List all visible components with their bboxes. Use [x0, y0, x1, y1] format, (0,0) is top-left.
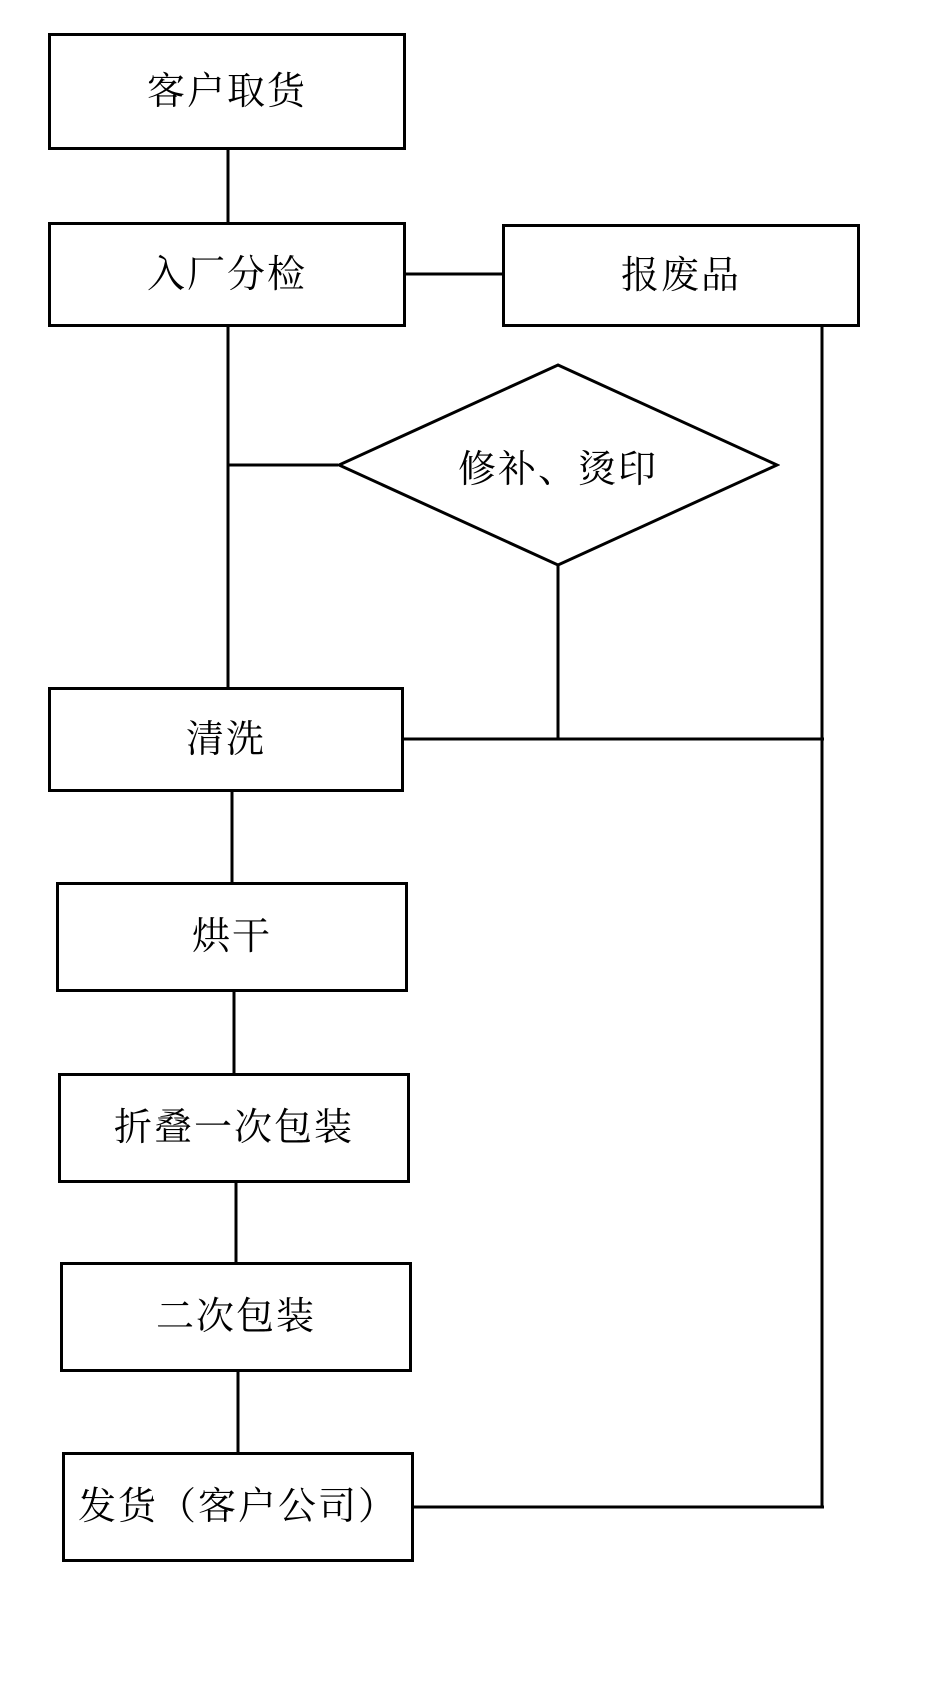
node-fold-primary-packaging[interactable]	[58, 1073, 410, 1183]
node-label: 二次包装	[155, 1294, 316, 1339]
node-label: 烘干	[191, 914, 272, 959]
node-drying[interactable]	[56, 882, 408, 992]
node-secondary-packaging[interactable]	[60, 1262, 412, 1372]
node-incoming-sorting[interactable]	[48, 222, 406, 327]
node-label: 修补、烫印	[457, 446, 658, 491]
node-scrap[interactable]	[502, 224, 860, 327]
node-label: 发货（客户公司）	[77, 1484, 398, 1529]
node-customer-pickup[interactable]	[48, 33, 406, 150]
node-label: 入厂分检	[146, 251, 307, 296]
node-label: 客户取货	[146, 68, 307, 113]
node-repair-stamping[interactable]	[336, 362, 780, 568]
node-washing[interactable]	[48, 687, 404, 792]
node-label: 清洗	[185, 716, 266, 761]
node-label: 折叠一次包装	[113, 1105, 354, 1150]
node-label: 报废品	[620, 252, 741, 297]
node-shipping-to-customer[interactable]	[62, 1452, 414, 1562]
